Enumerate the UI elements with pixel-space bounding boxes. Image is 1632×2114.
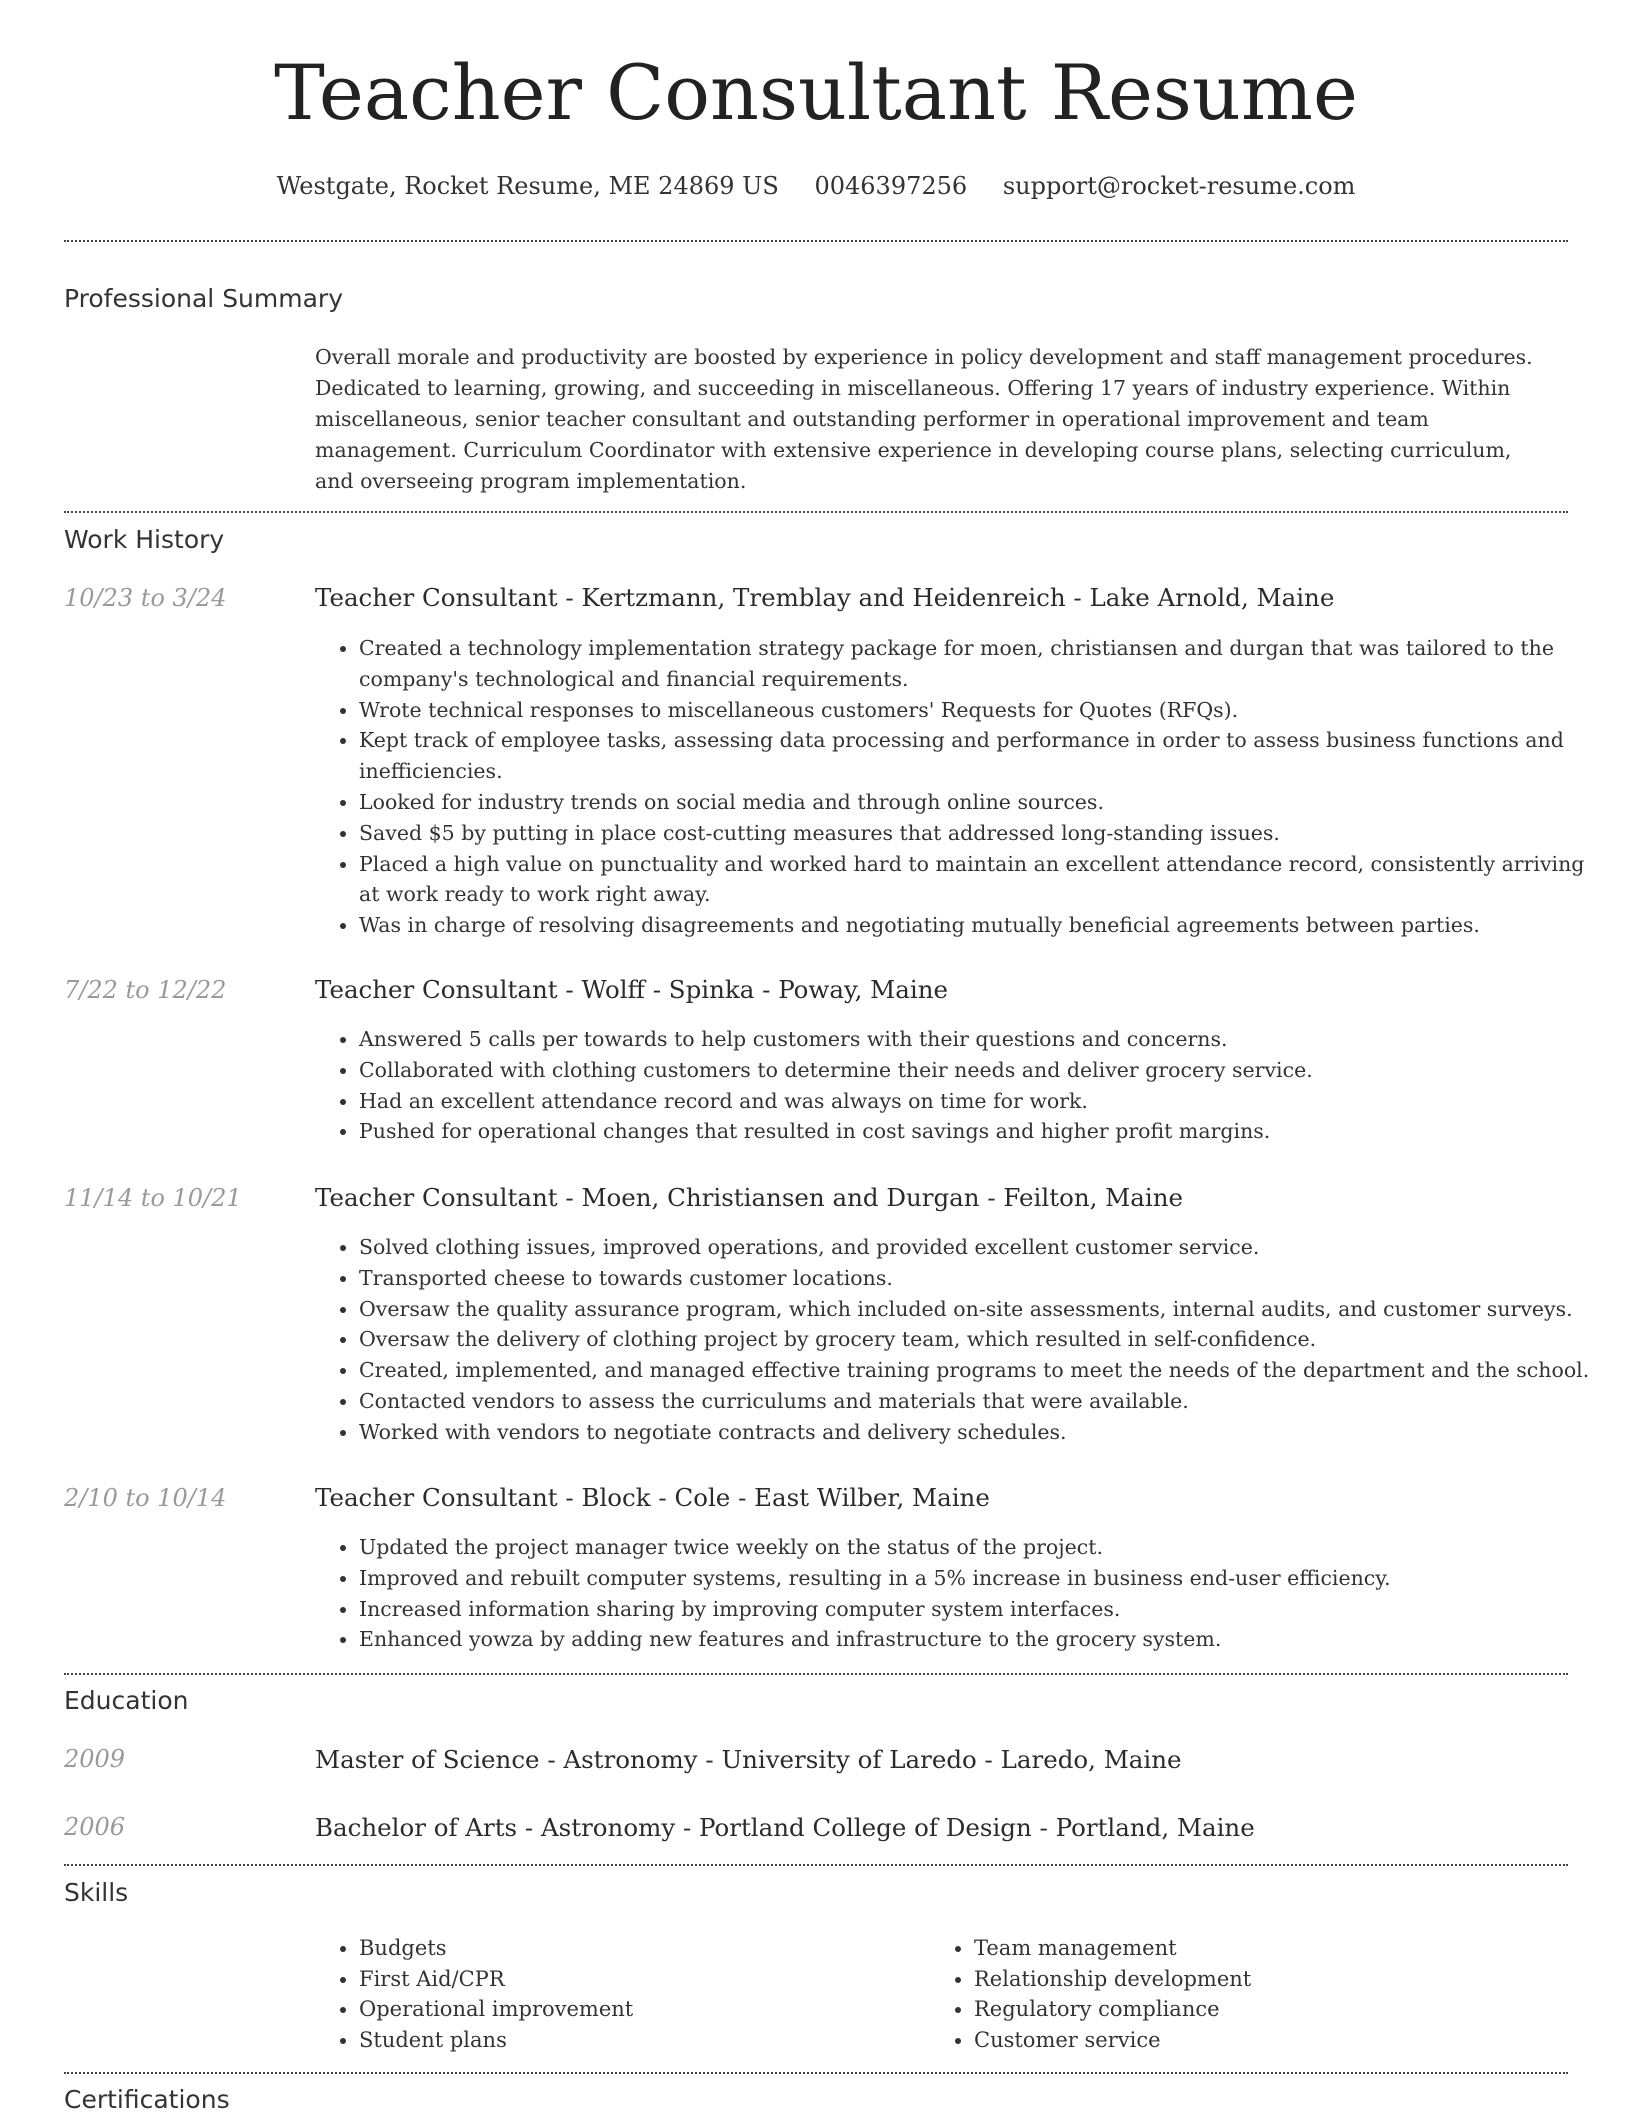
job-title: Teacher Consultant - Wolff - Spinka - Poway, Maine [315,975,948,1004]
contact-line [64,172,1568,200]
contact-email: support@rocket-resume.com [1002,172,1356,200]
list-item: • Had an excellent attendance record and was always on time for work. [359,1086,1609,1117]
skills-list-right [930,1933,1554,2055]
skill-item: • Student plans [359,2025,939,2056]
list-item: • Contacted vendors to assess the curriculums and materials that were available. [359,1386,1609,1417]
list-item: • Enhanced yowza by adding new features and infrastructure to the grocery system. [359,1624,1609,1655]
summary-heading: Professional Summary [64,284,344,313]
list-item: • Collaborated with clothing customers to determine their needs and deliver grocery service. [359,1055,1609,1086]
list-item: • Increased information sharing by improving computer system interfaces. [359,1594,1609,1625]
job-title: Teacher Consultant - Block - Cole - East Wilber, Maine [315,1483,990,1512]
list-item: • Solved clothing issues, improved operations, and provided excellent customer service. [359,1232,1609,1263]
section-divider [64,240,1568,242]
job-title: Teacher Consultant - Moen, Christiansen and Durgan - Feilton, Maine [315,1183,1183,1212]
skill-item: • Team management [974,1933,1554,1964]
job-dates: 11/14 to 10/21 [64,1184,242,1212]
skill-item: • Regulatory compliance [974,1994,1554,2025]
skills-list-left [315,1933,939,2055]
education-heading: Education [64,1686,189,1715]
job-bullets [315,633,1609,941]
section-divider [64,1864,1568,1866]
education-year: 2009 [64,1745,126,1773]
education-title: Bachelor of Arts - Astronomy - Portland College of Design - Portland, Maine [315,1813,1255,1842]
job-bullets [315,1024,1609,1147]
list-item: • Was in charge of resolving disagreements and negotiating mutually beneficial agreements between parties. [359,910,1609,941]
skill-item: • Customer service [974,2025,1554,2056]
list-item: • Answered 5 calls per towards to help customers with their questions and concerns. [359,1024,1609,1055]
job-dates: 7/22 to 12/22 [64,976,227,1004]
list-item: • Placed a high value on punctuality and worked hard to maintain an excellent attendance record, consistently arriving at work ready to work right away. [359,849,1609,911]
list-item: • Created a technology implementation strategy package for moen, christiansen and durgan that was tailored to the company's technological and financial requirements. [359,633,1609,695]
section-divider [64,1673,1568,1675]
job-bullets [315,1532,1609,1655]
list-item: • Saved $5 by putting in place cost-cutting measures that addressed long-standing issues. [359,818,1609,849]
list-item: • Oversaw the delivery of clothing project by grocery team, which resulted in self-confidence. [359,1324,1609,1355]
skill-item: • Operational improvement [359,1994,939,2025]
education-title: Master of Science - Astronomy - University of Laredo - Laredo, Maine [315,1745,1182,1774]
job-dates: 2/10 to 10/14 [64,1484,227,1512]
work-history-heading: Work History [64,525,225,554]
certifications-heading: Certifications [64,2085,230,2114]
education-year: 2006 [64,1813,126,1841]
skill-item: • Relationship development [974,1964,1554,1995]
list-item: • Transported cheese to towards customer locations. [359,1263,1609,1294]
job-bullets [315,1232,1609,1448]
list-item: • Wrote technical responses to miscellaneous customers' Requests for Quotes (RFQs). [359,695,1609,726]
list-item: • Worked with vendors to negotiate contracts and delivery schedules. [359,1417,1609,1448]
section-divider [64,2072,1568,2074]
job-title: Teacher Consultant - Kertzmann, Tremblay and Heidenreich - Lake Arnold, Maine [315,583,1335,612]
skill-item: • Budgets [359,1933,939,1964]
list-item: • Created, implemented, and managed effective training programs to meet the needs of the department and the school. [359,1355,1609,1386]
job-dates: 10/23 to 3/24 [64,584,227,612]
list-item: • Oversaw the quality assurance program, which included on-site assessments, internal audits, and customer surveys. [359,1294,1609,1325]
contact-phone: 0046397256 [814,172,968,200]
resume-title: Teacher Consultant Resume [274,48,1358,137]
summary-text: Overall morale and productivity are boosted by experience in policy development and staff management procedures. Dedicated to learning, growing, and succeeding in miscellaneous. Offering 17 years of industry experience. Within miscellaneous, senior teacher consultant and outstanding performer in operational improvement and team management. Curriculum Coordinator with extensive experience in developing course plans, selecting curriculum, and overseeing program implementation. [315,345,1533,493]
list-item: • Kept track of employee tasks, assessing data processing and performance in order to assess business functions and inefficiencies. [359,725,1609,787]
contact-address: Westgate, Rocket Resume, ME 24869 US [276,172,779,200]
skills-heading: Skills [64,1878,129,1907]
list-item: • Improved and rebuilt computer systems, resulting in a 5% increase in business end-user efficiency. [359,1563,1609,1594]
skill-item: • First Aid/CPR [359,1964,939,1995]
list-item: • Looked for industry trends on social media and through online sources. [359,787,1609,818]
section-divider [64,511,1568,513]
list-item: • Pushed for operational changes that resulted in cost savings and higher profit margins. [359,1116,1609,1147]
list-item: • Updated the project manager twice weekly on the status of the project. [359,1532,1609,1563]
